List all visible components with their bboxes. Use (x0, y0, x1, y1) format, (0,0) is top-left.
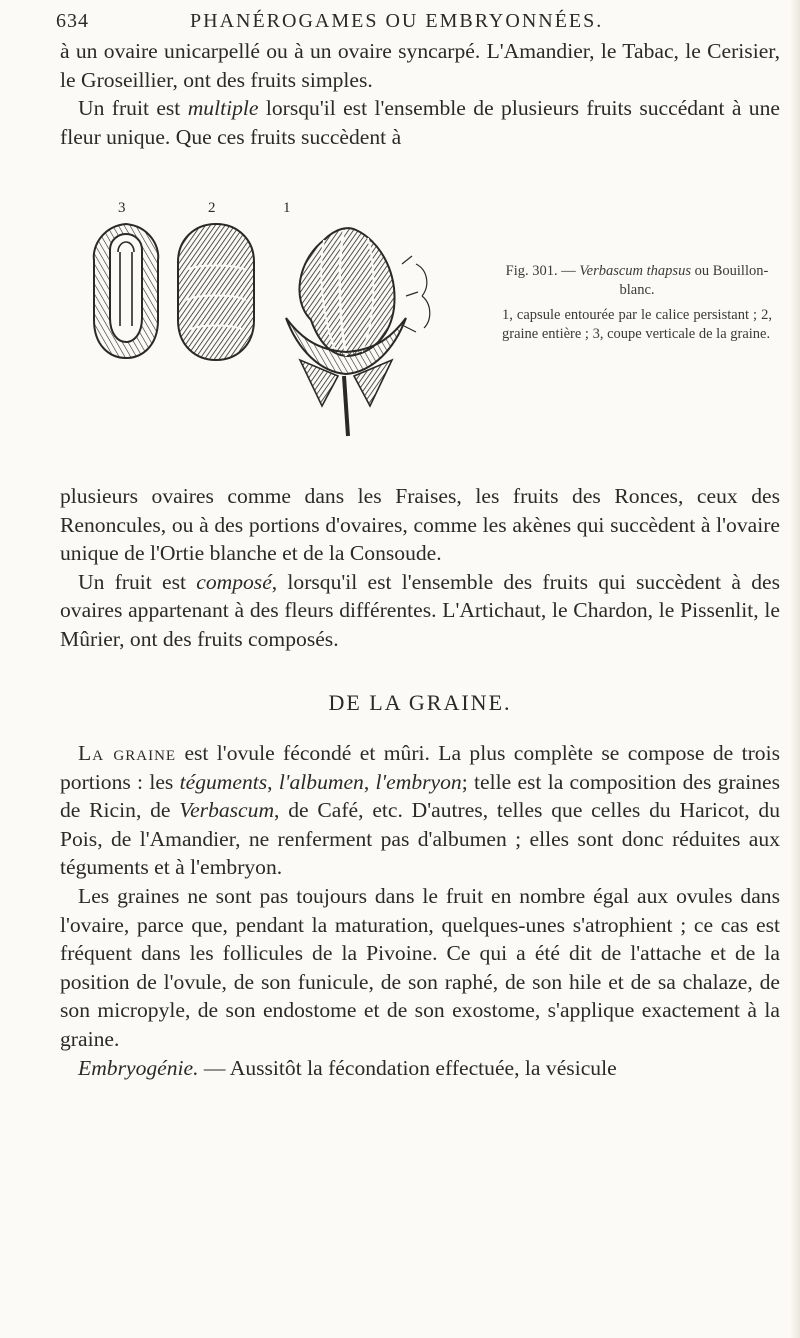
figure-301 (86, 200, 486, 465)
text-block-middle (60, 482, 780, 654)
emphasis: Embryogénie. (78, 1055, 199, 1080)
seed-section-drawing (94, 224, 158, 358)
caption-title (502, 262, 772, 300)
emphasis: téguments (179, 769, 268, 794)
small-caps-term: La graine (78, 741, 177, 765)
capsule-drawing (286, 228, 430, 436)
caption-species: Verbascum thapsus (579, 263, 691, 279)
emphasis: multiple (187, 96, 259, 121)
text-span: Un fruit est (78, 96, 188, 121)
text-span: — Aussitôt la fécondation effectuée, la vésicule (198, 1055, 617, 1080)
emphasis: Verbascum (179, 798, 275, 823)
text-span: Un fruit est (78, 569, 197, 594)
figure-label-3: 3 (118, 200, 126, 216)
emphasis: l'albumen (278, 769, 364, 794)
text-block-bottom (60, 739, 780, 1082)
text-block-top (60, 37, 780, 151)
text-span: lorsqu'il est l'ensemble de plusieurs fruits succédant à une fleur unique. Que ces fruits succèdent à (60, 96, 780, 149)
paragraph: Les graines ne sont pas toujours dans le fruit en nombre égal aux ovules dans l'ovaire, parce que, pendant la maturation, quelques-unes s'atrophient ; ce cas est fréquent dans les follicules de la Pivoine. Ce qui a été dit de l'attache et de la position de l'ovule, de son funicule, de son raphé, de son hile et de sa chalaze, de son micropyle, de son endostome et de son exostome, s'applique exactement à la graine. (60, 883, 780, 1051)
caption-common-name: ou Bouillon-blanc. (619, 263, 769, 298)
paragraph (60, 94, 780, 151)
paragraph (60, 1054, 780, 1083)
caption-legend: 1, capsule entourée par le calice persistant ; 2, graine entière ; 3, coupe verticale de la graine. (502, 307, 772, 342)
figure-label-2: 2 (208, 200, 216, 216)
botanical-engraving (86, 200, 486, 465)
paragraph (60, 568, 780, 654)
text-span: est l'ovule fécondé et mûri. La plus complète se compose de trois portions : les (60, 741, 780, 794)
whole-seed-drawing (178, 224, 254, 360)
paragraph (60, 739, 780, 882)
text-span: , de Café, etc. D'autres, telles que celles du Haricot, du Pois, de l'Amandier, ne renferment pas d'albumen ; elles sont donc réduites aux téguments et à l'embryon. (60, 798, 780, 880)
paragraph: à un ovaire unicarpellé ou à un ovaire syncarpé. L'Amandier, le Tabac, le Cerisier, le Groseillier, ont des fruits simples. (60, 39, 780, 92)
emphasis: composé (196, 569, 272, 594)
caption-fig-number: Fig. 301. — (505, 263, 580, 279)
text-span: , lorsqu'il est l'ensemble des fruits qui succèdent à des ovaires appartenant à des fleurs différentes. L'Artichaut, le Chardon, le Pissenlit, le Mûrier, ont des fruits composés. (60, 569, 780, 651)
page-number: 634 (56, 10, 89, 32)
figure-label-1: 1 (283, 200, 291, 216)
section-heading: DE LA GRAINE. (328, 690, 512, 715)
figure-caption (502, 262, 772, 344)
text-span: , (267, 769, 279, 794)
page-edge-shadow (790, 0, 800, 1338)
emphasis: l'embryon (375, 769, 462, 794)
running-title: PHANÉROGAMES OU EMBRYONNÉES. (190, 10, 604, 32)
text-span: , (363, 769, 376, 794)
text-span: ; telle est la composition des graines de Ricin, de (60, 769, 781, 823)
page-header (50, 6, 780, 36)
paragraph: plusieurs ovaires comme dans les Fraises, les fruits des Ronces, ceux des Renoncules, ou à des portions d'ovaires, comme les akènes qui succèdent à l'ovaire unique de l'Ortie blanche et de la Consoude. (60, 484, 780, 566)
